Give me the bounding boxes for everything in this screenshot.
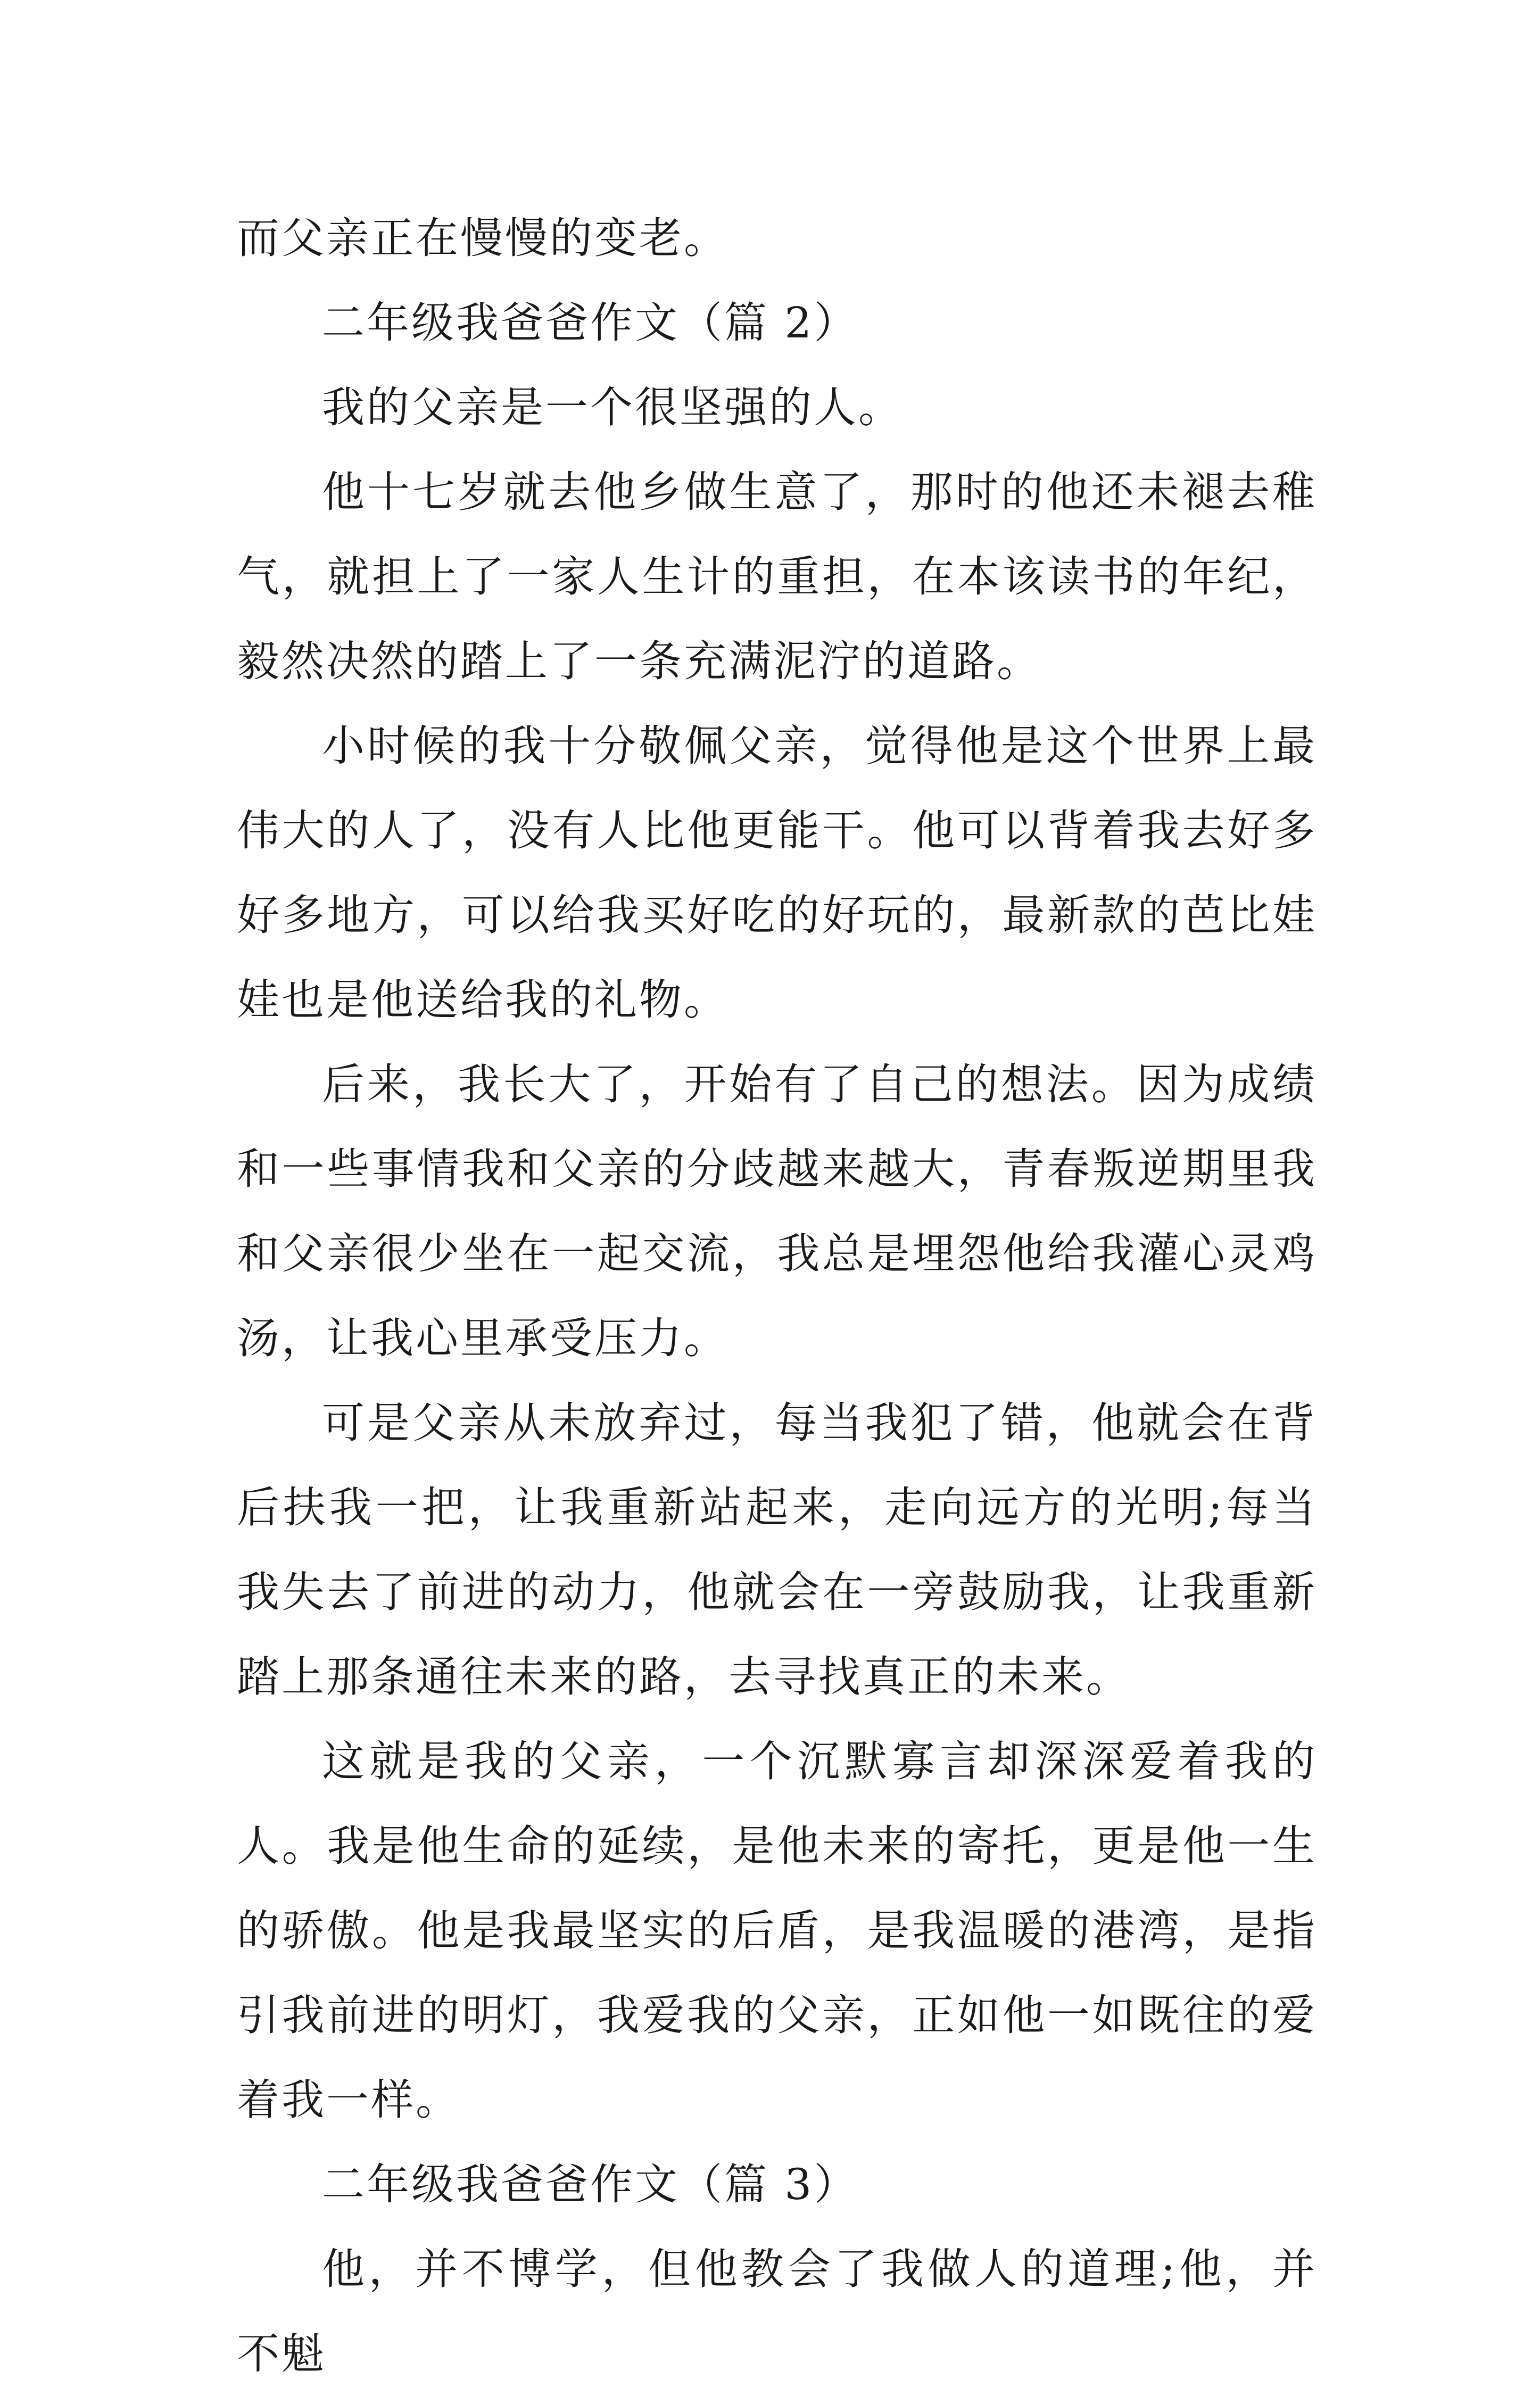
paragraph: 小时候的我十分敬佩父亲，觉得他是这个世界上最伟大的人了，没有人比他更能干。他可以背着我去好多好多地方，可以给我买好吃的好玩的，最新款的芭比娃娃也是他送给我的礼物。: [237, 721, 1317, 1025]
paragraph: 他，并不博学，但他教会了我做人的道理;他，并不魁: [237, 2244, 1317, 2378]
paragraph: 可是父亲从未放弃过，每当我犯了错，他就会在背后扶我一把，让我重新站起来，走向远方的光明;每当我失去了前进的动力，他就会在一旁鼓励我，让我重新踏上那条通往未来的路，去寻找真正的未来。: [237, 1398, 1317, 1701]
paragraph: 我的父亲是一个很坚强的人。: [322, 383, 903, 432]
paragraph: 他十七岁就去他乡做生意了，那时的他还未褪去稚气，就担上了一家人生计的重担，在本该读书的年纪，毅然决然的踏上了一条充满泥泞的道路。: [237, 467, 1317, 686]
paragraph-continuation: 而父亲正在慢慢的变老。: [237, 213, 728, 263]
document-body: [237, 196, 1317, 2396]
paragraph: 这就是我的父亲，一个沉默寡言却深深爱着我的人。我是他生命的延续，是他未来的寄托，更是他一生的骄傲。他是我最坚实的后盾，是我温暖的港湾，是指引我前进的明灯，我爱我的父亲，正如他一如既往的爱着我一样。: [237, 1737, 1317, 2125]
paragraph: 后来，我长大了，开始有了自己的想法。因为成绩和一些事情我和父亲的分歧越来越大，青春叛逆期里我和父亲很少坐在一起交流，我总是埋怨他给我灌心灵鸡汤，让我心里承受压力。: [237, 1060, 1317, 1363]
section-heading-2: 二年级我爸爸作文（篇 2）: [322, 298, 859, 348]
section-heading-3: 二年级我爸爸作文（篇 3）: [322, 2160, 859, 2209]
